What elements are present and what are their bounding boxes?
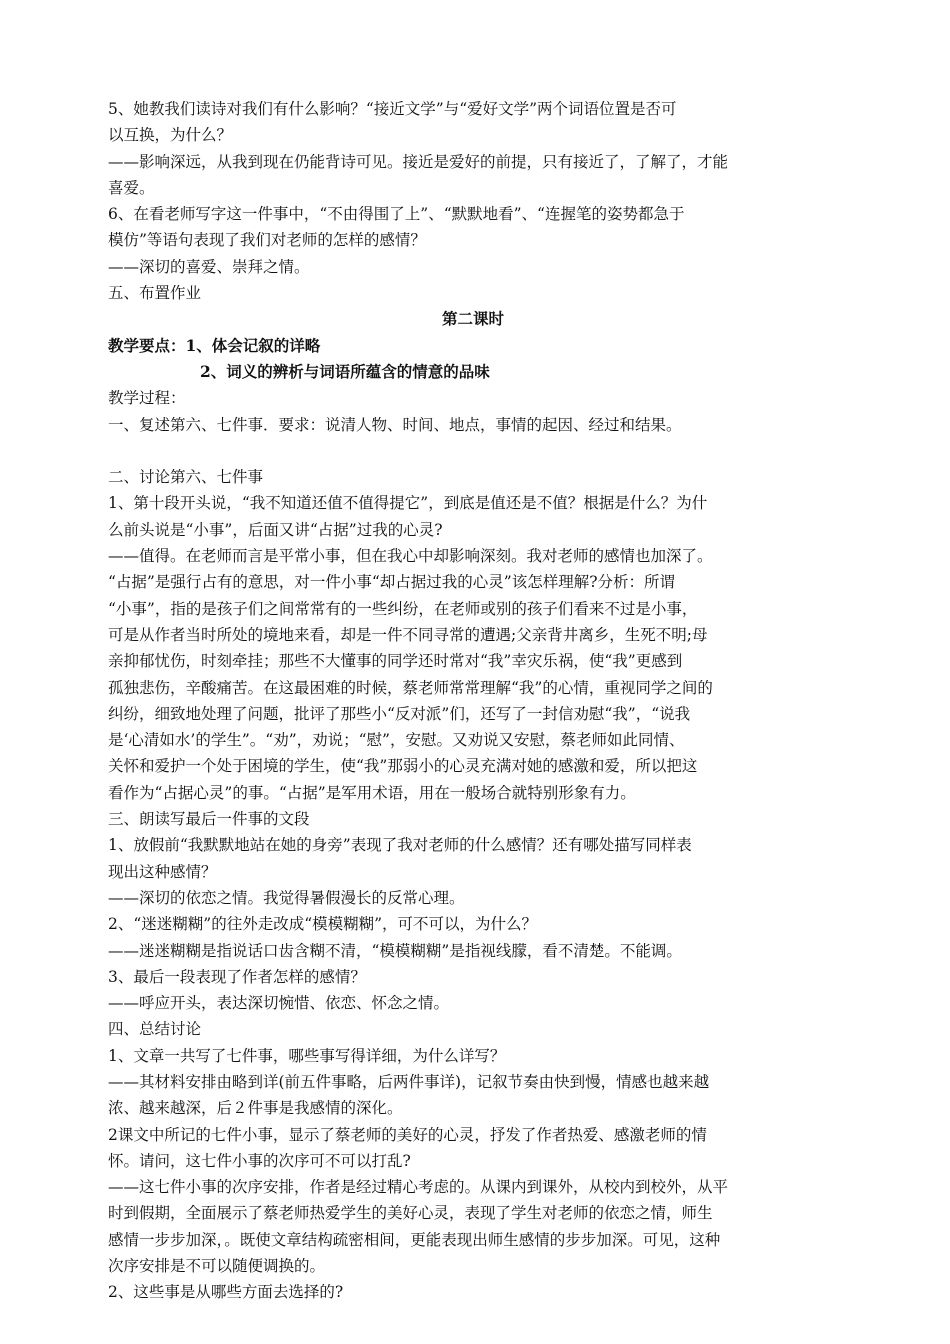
text-line: ——其材料安排由略到详(前五件事略，后两件事详)，记叙节奏由快到慢，情感也越来越 [108, 1072, 710, 1091]
text-line: ——这七件小事的次序安排，作者是经过精心考虑的。从课内到课外，从校内到校外，从平 [108, 1178, 729, 1197]
text-line: 教学过程： [108, 389, 186, 408]
text-line: 孤独悲伤，辛酸痛苦。在这最困难的时候，蔡老师常常理解“我”的心情，重视同学之间的 [108, 678, 713, 697]
text-line: 一、复述第六、七件事．要求：说清人物、时间、地点，事情的起因、经过和结果。 [108, 415, 682, 434]
text-line: ——迷迷糊糊是指说话口齿含糊不清，“模模糊糊”是指视线朦，看不清楚。不能调。 [108, 941, 682, 960]
section-heading: 第二课时 [441, 309, 504, 329]
text-line: ——值得。在老师而言是平常小事，但在我心中却影响深刻。我对老师的感情也加深了。 [108, 547, 713, 566]
text-line: 四、总结讨论 [108, 1020, 202, 1039]
text-line: 6、在看老师写字这一件事中，“不由得围了上”、“默默地看”、“连握笔的姿势都急于 [108, 205, 685, 224]
text-line: 喜爱。 [108, 178, 155, 197]
text-line: 亲抑郁忧伤，时刻牵挂；那些不大懂事的同学还时常对“我”幸灾乐祸，使“我”更感到 [108, 652, 683, 671]
teaching-points-item: 2、词义的辨析与词语所蕴含的情意的品味 [200, 361, 490, 381]
text-line: ——呼应开头，表达深切惋惜、依恋、怀念之情。 [108, 994, 450, 1013]
teaching-points: 教学要点：1、体会记叙的详略 [108, 335, 321, 355]
text-line: 三、朗读写最后一件事的文段 [108, 810, 310, 829]
text-line: “小事”，指的是孩子们之间常常有的一些纠纷，在老师或别的孩子们看来不过是小事， [108, 599, 698, 618]
text-line: 五、布置作业 [108, 284, 202, 303]
text-line: 么前头说是“小事”，后面又讲“占据”过我的心灵? [108, 520, 443, 539]
text-line: 2、这些事是从哪些方面去选择的? [108, 1283, 344, 1302]
text-line: ——影响深远，从我到现在仍能背诗可见。接近是爱好的前提，只有接近了，了解了，才能 [108, 152, 729, 171]
text-line: 以互换，为什么？ [108, 126, 233, 145]
text-line: 模仿”等语句表现了我们对老师的怎样的感情？ [108, 231, 426, 250]
text-line: 是‘心清如水’的学生”。“劝”，劝说；“慰”，安慰。又劝说又安慰，蔡老师如此同情、 [108, 731, 685, 750]
text-line: 1、放假前“我默默地站在她的身旁”表现了我对老师的什么感情？还有哪处描写同样表 [108, 836, 692, 855]
text-line: “占据”是强行占有的意思，对一件小事“却占据过我的心灵”该怎样理解?分析：所谓 [108, 573, 676, 592]
text-line: 时到假期，全面展示了蔡老师热爱学生的美好心灵，表现了学生对老师的依恋之情，师生 [108, 1204, 713, 1223]
text-line: 纠纷，细致地处理了问题，批评了那些小“反对派”们，还写了一封信劝慰“我”，“说我 [108, 704, 691, 723]
text-line: 浓、越来越深，后２件事是我感情的深化。 [108, 1099, 403, 1118]
text-line: 3、最后一段表现了作者怎样的感情？ [108, 967, 366, 986]
text-line: 1、第十段开头说，“我不知道还值不值得提它”，到底是值还是不值？根据是什么？为什 [108, 494, 708, 513]
text-line: 2、“迷迷糊糊”的往外走改成“模模糊糊”，可不可以，为什么？ [108, 915, 538, 934]
text-line: 看作为“占据心灵”的事。“占据”是军用术语，用在一般场合就特别形象有力。 [108, 783, 636, 802]
text-line: 二、讨论第六、七件事 [108, 468, 264, 487]
text-line: 怀。请问，这七件小事的次序可不可以打乱? [108, 1151, 411, 1170]
text-line: 感情一步步加深，。既使文章结构疏密相间，更能表现出师生感情的步步加深。可见，这种 [108, 1230, 721, 1249]
text-line: ——深切的喜爱、崇拜之情。 [108, 257, 310, 276]
text-line: ——深切的依恋之情。我觉得暑假漫长的反常心理。 [108, 888, 465, 907]
text-line: 2课文中所记的七件小事，显示了蔡老师的美好的心灵，抒发了作者热爱、感激老师的情 [108, 1125, 707, 1144]
text-line: 现出这种感情？ [108, 862, 217, 881]
document-page [108, 96, 838, 1306]
blank-line [108, 438, 838, 464]
text-line: 次序安排是不可以随便调换的。 [108, 1257, 326, 1276]
text-line: 可是从作者当时所处的境地来看，却是一件不同寻常的遭遇;父亲背井离乡，生死不明;母 [108, 625, 708, 644]
text-line: 5、她教我们读诗对我们有什么影响？“接近文学”与“爱好文学”两个词语位置是否可 [108, 100, 677, 118]
text-line: 关怀和爱护一个处于困境的学生，使“我”那弱小的心灵充满对她的感激和爱，所以把这 [108, 757, 698, 776]
text-line: 1、文章一共写了七件事，哪些事写得详细，为什么详写？ [108, 1046, 506, 1065]
